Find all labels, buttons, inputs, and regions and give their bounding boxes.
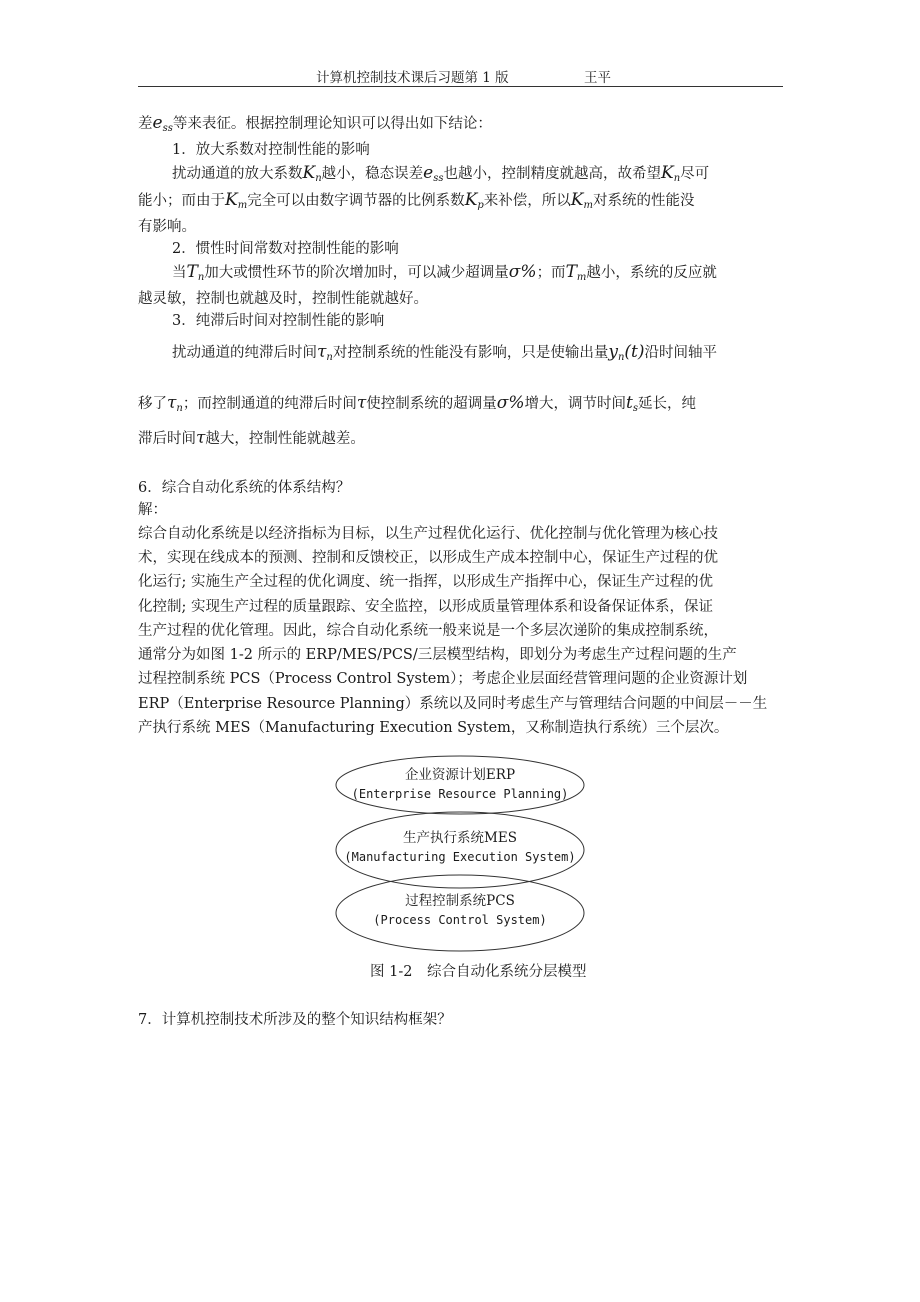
text-line: 扰动通道的纯滞后时间$\tau_n$对控制系统的性能没有影响，只是使输出量$y_n(t)$沿时间轴平: [172, 342, 718, 363]
pcs-label: 过程控制系统PCS: [405, 893, 515, 909]
question-7: 7．计算机控制技术所涉及的整个知识结构框架？: [138, 1012, 452, 1028]
erp-label-en: (Enterprise Resource Planning): [351, 787, 569, 801]
question-6: 6．综合自动化系统的体系结构？: [138, 480, 351, 496]
text-line: 有影响。: [138, 219, 196, 235]
text-line: 综合自动化系统是以经济指标为目标，以生产过程优化运行、优化控制与优化管理为核心技: [138, 526, 718, 542]
hierarchy-figure: [320, 755, 600, 955]
mes-label: 生产执行系统MES: [403, 830, 517, 846]
erp-label: 企业资源计划ERP: [404, 767, 516, 783]
page-header: [138, 66, 783, 87]
text-line: 生产过程的优化管理。因此，综合自动化系统一般来说是一个多层次递阶的集成控制系统，: [138, 623, 718, 639]
header-title: 计算机控制技术课后习题第 1 版: [316, 70, 509, 86]
answer-label: 解：: [138, 502, 167, 518]
text-line: ERP（Enterprise Resource Planning）系统以及同时考虑生产与管理结合问题的中间层－－生: [138, 696, 768, 712]
text-line: 越灵敏，控制也就越及时，控制性能就越好。: [138, 291, 428, 307]
text-line: 化控制; 实现生产过程的质量跟踪、安全监控，以形成质量管理体系和设备保证体系，保证: [138, 599, 713, 615]
text-line: 术，实现在线成本的预测、控制和反馈校正，以形成生产成本控制中心，保证生产过程的优: [138, 550, 718, 566]
figure-caption: 图 1-2 综合自动化系统分层模型: [370, 964, 587, 980]
text-line: 移了$\tau_n$；而控制通道的纯滞后时间τ使控制系统的超调量σ%增大，调节时间$t_s$延长，纯: [138, 393, 697, 414]
text-line: 能小；而由于$K_m$完全可以由数字调节器的比例系数$K_p$来补偿，所以$K_m$对系统的性能没: [138, 190, 695, 211]
pcs-label-en: (Process Control System): [373, 913, 547, 927]
text-line: 化运行; 实施生产全过程的优化调度、统一指挥，以形成生产指挥中心，保证生产过程的优: [138, 574, 713, 590]
text-line: 差$e_{ss}$等来表征。根据控制理论知识可以得出如下结论：: [138, 113, 492, 134]
mes-label-en: (Manufacturing Execution System): [344, 850, 576, 864]
text-line: 过程控制系统 PCS（Process Control System）；考虑企业层面经营管理问题的企业资源计划: [138, 671, 748, 687]
section-heading: 2．惯性时间常数对控制性能的影响: [172, 241, 399, 257]
section-heading: 1．放大系数对控制性能的影响: [172, 142, 370, 158]
text-line: 当$T_n$加大或惯性环节的阶次增加时，可以减少超调量σ%；而$T_m$越小，系统的反应就: [172, 262, 717, 283]
text-line: 滞后时间τ越大，控制性能就越差。: [138, 428, 365, 448]
section-heading: 3．纯滞后时间对控制性能的影响: [172, 313, 385, 329]
header-author: 王平: [584, 70, 611, 86]
text-line: 通常分为如图 1-2 所示的 ERP/MES/PCS/三层模型结构，即划分为考虑生产过程问题的生产: [138, 647, 737, 663]
text-line: 产执行系统 MES（Manufacturing Execution System，又称制造执行系统）三个层次。: [138, 720, 729, 736]
text-line: 扰动通道的放大系数$K_n$越小，稳态误差$e_{ss}$也越小，控制精度就越高，故希望$K_n$尽可: [172, 163, 710, 184]
